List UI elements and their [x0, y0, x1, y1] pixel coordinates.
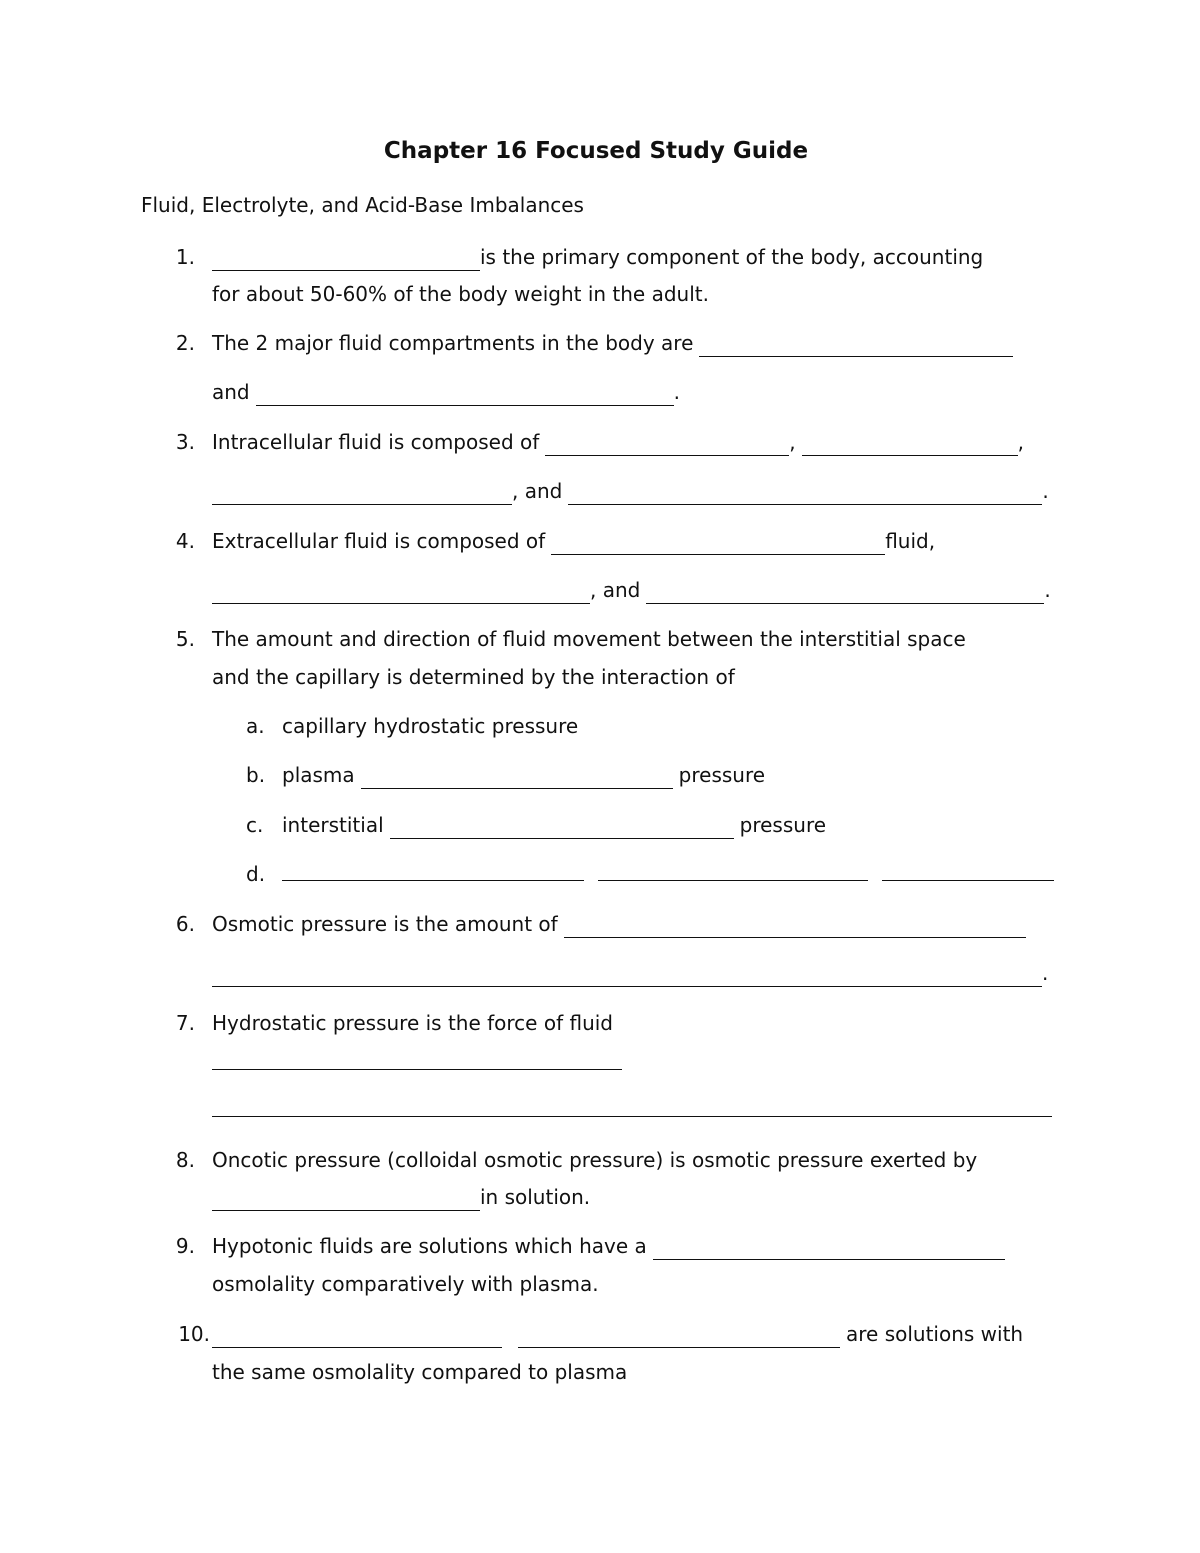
answer-blank[interactable]	[212, 250, 480, 271]
question-4-line-2	[212, 576, 1051, 604]
question-7-number: 7.	[175, 1011, 195, 1035]
item-d-letter: d.	[246, 862, 266, 886]
question-6-number: 6.	[175, 912, 195, 936]
question-7-line-3	[212, 1096, 1052, 1117]
item-c-post: pressure	[739, 813, 827, 837]
question-8-line-2	[212, 1183, 590, 1211]
question-3-line-2	[212, 477, 1049, 505]
item-a-text: capillary hydrostatic pressure	[282, 714, 579, 738]
answer-blank[interactable]	[882, 860, 1054, 881]
and-text: , and	[590, 578, 641, 602]
question-7-line-2	[212, 1049, 622, 1070]
question-8-line-1: Oncotic pressure (colloidal osmotic pressure) is osmotic pressure exerted by	[212, 1148, 978, 1172]
item-c-letter: c.	[246, 813, 264, 837]
answer-blank[interactable]	[212, 966, 1042, 987]
answer-blank[interactable]	[212, 1096, 1052, 1117]
question-8-text-b: in solution.	[480, 1185, 591, 1209]
answer-blank[interactable]	[212, 1190, 480, 1211]
item-d-line	[282, 860, 1054, 881]
question-7-line-1: Hydrostatic pressure is the force of fluid	[212, 1011, 613, 1035]
question-5-line-2: and the capillary is determined by the interaction of	[212, 665, 735, 689]
question-2-and: and	[212, 380, 250, 404]
question-3-line-1	[212, 428, 1024, 456]
question-2-text: The 2 major fluid compartments in the body are	[212, 331, 694, 355]
item-b-pre: plasma	[282, 763, 355, 787]
question-4-number: 4.	[175, 529, 195, 553]
page-subtitle: Fluid, Electrolyte, and Acid-Base Imbalances	[141, 193, 584, 217]
answer-blank[interactable]	[699, 336, 1013, 357]
item-b-line	[282, 761, 765, 789]
question-1-text: is the primary component of the body, accounting	[480, 245, 984, 269]
answer-blank[interactable]	[653, 1239, 1005, 1260]
question-8-number: 8.	[175, 1148, 195, 1172]
period: .	[673, 380, 680, 404]
question-5-number: 5.	[175, 627, 195, 651]
item-b-post: pressure	[678, 763, 766, 787]
question-2-line-2	[212, 378, 680, 406]
answer-blank[interactable]	[212, 484, 512, 505]
question-4-line-1	[212, 527, 935, 555]
question-9-line-1	[212, 1232, 1005, 1260]
question-1-line-2: for about 50-60% of the body weight in the adult.	[212, 282, 709, 306]
question-1-number: 1.	[175, 245, 195, 269]
answer-blank[interactable]	[256, 385, 674, 406]
question-6-text: Osmotic pressure is the amount of	[212, 912, 558, 936]
answer-blank[interactable]	[212, 583, 590, 604]
page-title: Chapter 16 Focused Study Guide	[383, 138, 809, 164]
answer-blank[interactable]	[212, 1049, 622, 1070]
comma: ,	[1017, 430, 1025, 454]
question-9-text: Hypotonic fluids are solutions which have a	[212, 1234, 647, 1258]
question-10-line-1	[212, 1320, 1023, 1348]
answer-blank[interactable]	[568, 484, 1042, 505]
answer-blank[interactable]	[282, 860, 584, 881]
question-2-number: 2.	[175, 331, 195, 355]
period: .	[1042, 479, 1049, 503]
answer-blank[interactable]	[390, 818, 734, 839]
answer-blank[interactable]	[598, 860, 868, 881]
question-4-text: Extracellular fluid is composed of	[212, 529, 546, 553]
answer-blank[interactable]	[545, 435, 789, 456]
period: .	[1044, 578, 1051, 602]
question-2-line-1	[212, 329, 1013, 357]
item-b-letter: b.	[246, 763, 266, 787]
question-10-number: 10.	[178, 1322, 210, 1346]
question-3-text: Intracellular fluid is composed of	[212, 430, 540, 454]
item-c-line	[282, 811, 826, 839]
question-9-line-2: osmolality comparatively with plasma.	[212, 1272, 599, 1296]
fluid-text: fluid,	[885, 529, 936, 553]
question-9-number: 9.	[175, 1234, 195, 1258]
question-3-number: 3.	[175, 430, 195, 454]
answer-blank[interactable]	[646, 583, 1044, 604]
question-5-line-1: The amount and direction of fluid movement between the interstitial space	[212, 627, 966, 651]
period: .	[1042, 961, 1049, 985]
comma: ,	[789, 430, 796, 454]
item-c-pre: interstitial	[282, 813, 384, 837]
question-6-line-2	[212, 959, 1048, 987]
question-10-line-2: the same osmolality compared to plasma	[212, 1360, 628, 1384]
item-a-letter: a.	[246, 714, 265, 738]
answer-blank[interactable]	[212, 1327, 502, 1348]
question-6-line-1	[212, 910, 1026, 938]
answer-blank[interactable]	[551, 534, 885, 555]
question-10-text: are solutions with	[846, 1322, 1024, 1346]
answer-blank[interactable]	[564, 917, 1026, 938]
question-1-line-1	[212, 243, 983, 271]
answer-blank[interactable]	[802, 435, 1018, 456]
answer-blank[interactable]	[361, 768, 673, 789]
answer-blank[interactable]	[518, 1327, 840, 1348]
and-text: , and	[512, 479, 563, 503]
